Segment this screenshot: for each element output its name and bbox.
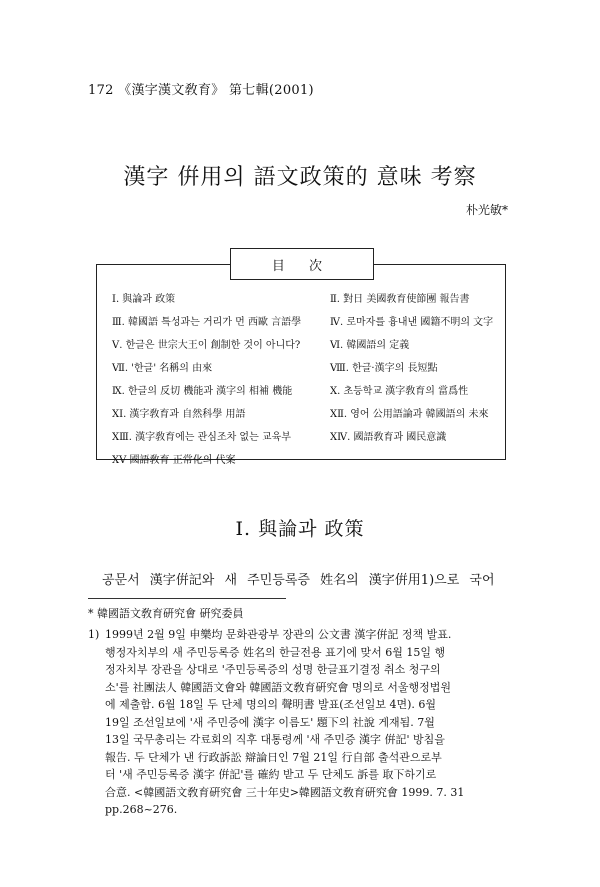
- toc-item: Ⅵ. 韓國語의 定義: [330, 340, 410, 351]
- footnote-line: 행정자치부의 새 주민등록증 姓名의 한글전용 표기에 맞서 6월 15일 행: [105, 645, 446, 659]
- toc-item: ⅩⅣ. 國語敎育과 國民意識: [330, 432, 447, 443]
- paper-title: 漢字 倂用의 語文政策的 意味 考察: [123, 165, 477, 190]
- footnote-line: pp.268~276.: [105, 803, 178, 816]
- running-header: 172 《漢字漢文敎育》 第七輯(2001): [88, 83, 314, 98]
- footnote-line: 정자치부 장관을 상대로 '주민등록증의 성명 한글표기결정 취소 청구의: [105, 663, 441, 676]
- body-paragraph: 공문서 漢字倂記와 새 주민등록증 姓名의 漢字倂用1)으로 국어: [102, 573, 495, 588]
- author-name: 朴光敏*: [465, 203, 508, 217]
- toc-item: Ⅲ. 韓國語 특성과는 거리가 먼 西歐 言語學: [112, 317, 302, 328]
- footnote-affiliation: * 韓國語文敎育硏究會 硏究委員: [88, 607, 244, 620]
- toc-item: ⅩⅢ. 漢字敎育에는 관심조차 없는 교육부: [112, 432, 291, 443]
- toc-item: ⅩⅡ. 영어 公用語論과 韓國語의 未來: [330, 409, 489, 420]
- footnote-1: [88, 626, 518, 819]
- footnote-line: 合意. <韓國語文敎育硏究會 三十年史>韓國語文敎育硏究會 1999. 7. 31: [105, 785, 465, 799]
- footnote-line: 에 제출함. 6월 18일 두 단체 명의의 聲明書 발표(조선일보 4면). 6월: [105, 698, 437, 711]
- toc-item: Ⅴ. 한글은 世宗大王이 創制한 것이 아니다?: [112, 340, 301, 351]
- footnote-divider: [88, 598, 286, 599]
- footnote-line: 터 '새 주민등록증 漢字 倂記'를 確約 받고 두 단체도 訴를 取下하기로: [105, 768, 437, 781]
- toc-item: Ⅳ. 로마자를 흉내낸 國籍不明의 文字: [330, 317, 494, 328]
- toc-list: [112, 293, 512, 468]
- toc-item: Ⅹ. 초등학교 漢字敎育의 當爲性: [330, 386, 469, 397]
- footnote-line: 報告. 두 단체가 낸 行政訴訟 辯論日인 7월 21일 行自部 출석관으로부: [105, 750, 442, 764]
- footnote-line: 19일 조선일보에 '새 주민증에 漢字 이름도' 題下의 社說 게재됨. 7월: [105, 715, 435, 729]
- toc-item: ⅩⅠ. 漢字敎育과 自然科學 用語: [112, 409, 246, 420]
- footnote-line: 1) 1999년 2월 9일 申樂均 문화관광부 장관의 公文書 漢字倂記 정책 발표.: [88, 626, 518, 644]
- toc-item: Ⅸ. 한글의 反切 機能과 漢字의 相補 機能: [112, 386, 293, 397]
- toc-item: Ⅱ. 對日 美國敎育使節團 報告書: [330, 294, 470, 305]
- footnote-number: 1): [88, 628, 100, 641]
- footnote-line: 소'를 社團法人 韓國語文會와 韓國語文敎育硏究會 명의로 서울행정법원: [105, 680, 452, 694]
- footnote-line: 13일 국무총리는 각료회의 직후 대통령께 '새 주민증 漢字 倂記' 방침을: [105, 733, 445, 746]
- section-heading: Ⅰ. 與論과 政策: [235, 518, 365, 540]
- toc-item: Ⅰ. 與論과 政策: [112, 294, 176, 305]
- toc-heading: 目 次: [230, 248, 374, 280]
- toc-item: ⅩⅤ 國語敎育 正常化의 代案: [112, 455, 236, 466]
- toc-item: Ⅷ. 한글·漢字의 長短點: [330, 363, 438, 374]
- toc-item: Ⅶ. '한글' 名稱의 由來: [112, 363, 213, 374]
